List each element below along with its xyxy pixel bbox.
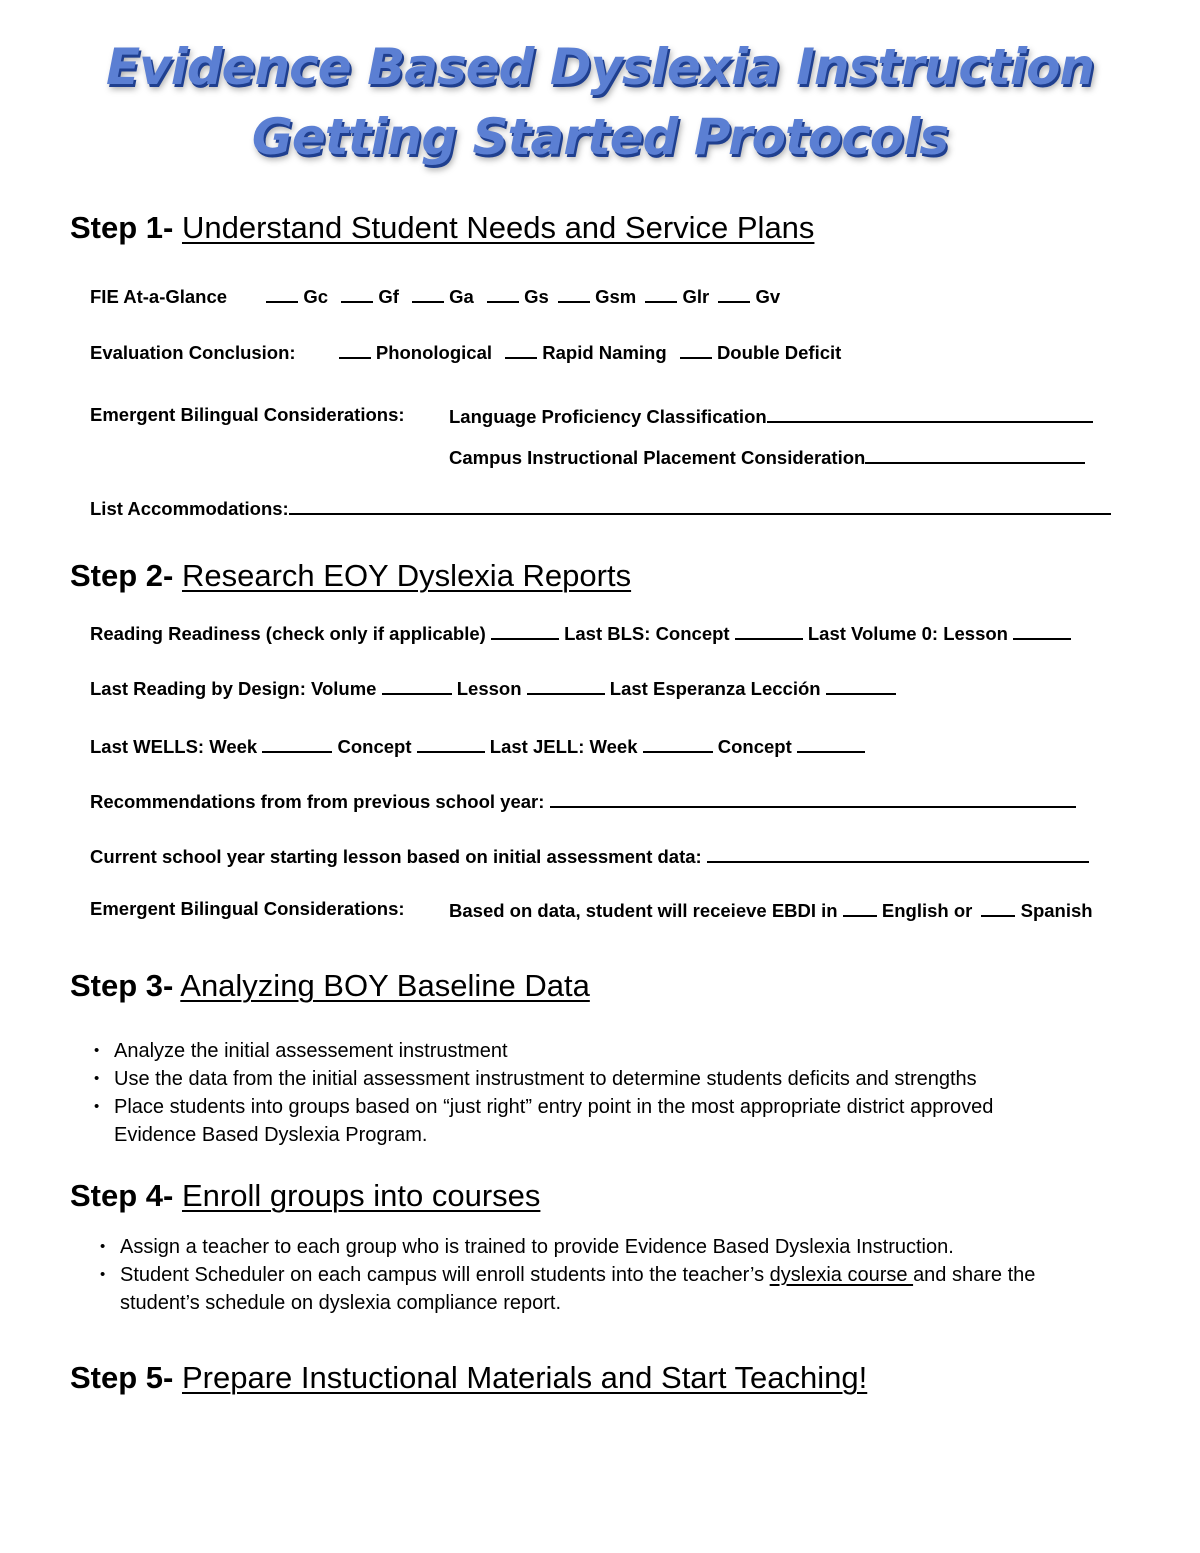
list-item-text: Assign a teacher to each group who is trained to provide Evidence Based Dyslexia Instruction. [120,1236,954,1258]
fie-blank[interactable] [266,284,298,303]
fie-item: Gsm [595,286,637,307]
last-jell-label: Last JELL: Week [489,736,638,757]
last-volume0-label: Last Volume 0: Lesson [807,623,1008,644]
bullet-icon: • [100,1238,106,1255]
accommodations-blank[interactable] [289,496,1111,515]
reading-readiness-label: Reading Readiness (check only if applicable) [90,623,486,644]
fie-blank[interactable] [341,284,373,303]
step-4-title: Enroll groups into courses [181,1178,541,1213]
wells-jell-row [90,734,865,758]
title-line-2: Getting Started Protocols [251,108,949,166]
eval-blank[interactable] [505,340,537,359]
list-item-text: Use the data from the initial assessment instrustment to determine students deficits and strengths [114,1068,977,1090]
bullet-icon: • [100,1266,106,1283]
step-3-label: Step 3- [70,968,174,1003]
eb-considerations-label: Emergent Bilingual Considerations: [90,404,405,425]
list-item-continuation: student’s schedule on dyslexia compliance report. [120,1292,561,1314]
fie-item: Gv [755,286,781,307]
campus-placement-label: Campus Instructional Placement Consideration [449,447,866,468]
english-blank[interactable] [843,898,877,917]
step-1-title: Understand Student Needs and Service Plans [181,210,815,245]
fie-item: Gf [378,286,399,307]
current-year-blank[interactable] [707,844,1089,863]
eval-item: Double Deficit [716,342,842,363]
spanish-label: Spanish [1020,900,1093,921]
list-item-text: Analyze the initial assessement instrustment [114,1040,508,1062]
bullet-icon: • [94,1042,100,1059]
eval-blank[interactable] [680,340,712,359]
reading-readiness-blank[interactable] [491,621,559,640]
fie-blank[interactable] [645,284,677,303]
recommendations-row [90,789,1076,813]
title-line-1: Evidence Based Dyslexia Instruction [105,38,1095,96]
list-item [100,1233,954,1261]
step-5-heading [70,1360,867,1396]
fie-blank[interactable] [558,284,590,303]
last-wells-label: Last WELLS: Week [90,736,258,757]
eb-considerations-label-2: Emergent Bilingual Considerations: [90,898,405,919]
step-4-label: Step 4- [70,1178,174,1213]
step-4-heading [70,1178,540,1214]
list-item [94,1037,508,1065]
list-item [100,1261,1036,1289]
reading-readiness-row [90,621,1071,645]
step-2-title: Research EOY Dyslexia Reports [181,558,632,593]
last-wells-blank[interactable] [262,734,332,753]
step-5-label: Step 5- [70,1360,174,1395]
language-proficiency-label: Language Proficiency Classification [449,406,767,427]
jell-concept-label: Concept [717,736,792,757]
last-rbd-blank[interactable] [382,676,452,695]
list-item-text: Student Scheduler on each campus will enroll students into the teacher’s [120,1264,770,1286]
eval-label: Evaluation Conclusion: [90,342,296,363]
campus-placement-row [449,445,1085,469]
step-3-title: Analyzing BOY Baseline Data [180,968,590,1003]
rbd-lesson-blank[interactable] [527,676,605,695]
last-rbd-label: Last Reading by Design: Volume [90,678,377,699]
fie-item: Ga [449,286,474,307]
accommodations-label: List Accommodations: [90,498,289,519]
wells-concept-label: Concept [337,736,412,757]
campus-placement-blank[interactable] [865,445,1085,464]
list-item-continuation: Evidence Based Dyslexia Program. [114,1124,428,1146]
last-esperanza-blank[interactable] [826,676,896,695]
dyslexia-course-text: dyslexia course [769,1264,914,1286]
rbd-lesson-label: Lesson [456,678,522,699]
list-item [94,1093,994,1121]
last-volume0-blank[interactable] [1013,621,1071,640]
fie-blank[interactable] [718,284,750,303]
fie-at-a-glance-row [90,284,780,308]
spanish-blank[interactable] [981,898,1015,917]
step-2-label: Step 2- [70,558,174,593]
language-proficiency-row [449,404,1093,428]
step-1-heading [70,210,814,246]
ebdi-language-row [449,898,1093,922]
step-1-label: Step 1- [70,210,174,245]
fie-item: Gc [303,286,329,307]
step-2-heading [70,558,631,594]
current-year-row [90,844,1089,868]
language-proficiency-blank[interactable] [767,404,1093,423]
fie-item: Glr [682,286,710,307]
recommendations-blank[interactable] [550,789,1076,808]
eval-item: Phonological [375,342,492,363]
based-on-label: Based on data, student will receieve EBDI in [449,900,838,921]
step-5-title: Prepare Instuctional Materials and Start Teaching! [181,1360,868,1395]
bullet-icon: • [94,1098,100,1115]
list-item [94,1065,977,1093]
english-label: English or [881,900,973,921]
wells-concept-blank[interactable] [417,734,485,753]
eval-item: Rapid Naming [542,342,667,363]
reading-by-design-row [90,676,896,700]
fie-label: FIE At-a-Glance [90,286,228,307]
list-item-text: Place students into groups based on “just right” entry point in the most appropriate district approved [114,1096,994,1118]
last-bls-blank[interactable] [735,621,803,640]
step-3-heading [70,968,590,1004]
evaluation-conclusion-row [90,340,841,364]
list-item-text: and share the [913,1264,1036,1286]
last-jell-blank[interactable] [643,734,713,753]
current-year-label: Current school year starting lesson based on initial assessment data: [90,846,702,867]
jell-concept-blank[interactable] [797,734,865,753]
eval-blank[interactable] [339,340,371,359]
accommodations-row [90,496,1111,520]
last-bls-label: Last BLS: Concept [564,623,730,644]
bullet-icon: • [94,1070,100,1087]
fie-blank[interactable] [412,284,444,303]
last-esperanza-label: Last Esperanza Lección [609,678,821,699]
fie-item: Gs [524,286,549,307]
fie-blank[interactable] [487,284,519,303]
recommendations-label: Recommendations from from previous school year: [90,791,545,812]
